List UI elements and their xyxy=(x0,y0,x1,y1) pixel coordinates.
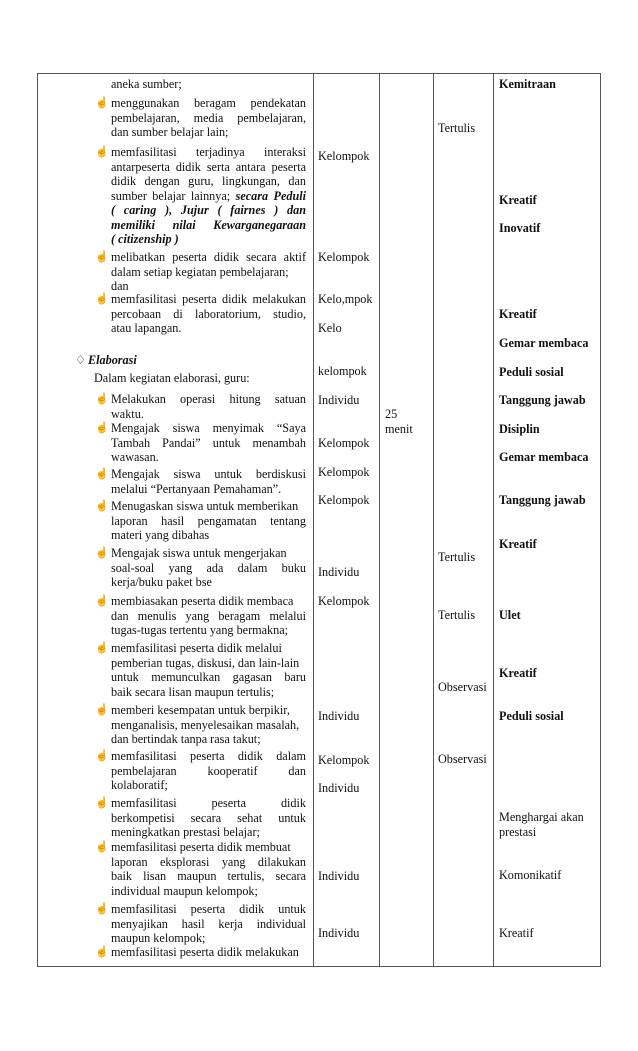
group-cell: Kelompok xyxy=(318,436,370,450)
time-value: 25 xyxy=(385,407,398,421)
character-cell: Menghargai akan xyxy=(499,810,584,824)
character-cell: Kreatif xyxy=(499,926,534,940)
pointing-hand-icon: ☝ xyxy=(95,595,109,607)
assessment-cell: Observasi xyxy=(438,752,487,766)
assessment-cell: Tertulis xyxy=(438,608,476,622)
group-cell: Kelompok xyxy=(318,465,370,479)
group-cell: Individu xyxy=(318,709,360,723)
list-item: menggunakan beragam pendekatan pembelajaran, media pembelajaran, dan sumber belajar lain; xyxy=(111,96,306,139)
pointing-hand-icon: ☝ xyxy=(95,251,109,263)
pointing-hand-icon: ☝ xyxy=(95,642,109,654)
group-cell: Individu xyxy=(318,869,360,883)
pointing-hand-icon: ☝ xyxy=(95,146,109,158)
pointing-hand-icon: ☝ xyxy=(95,903,109,915)
character-cell: Kreatif xyxy=(499,307,537,321)
character-cell: Kreatif xyxy=(499,193,537,207)
character-cell: Tanggung jawab xyxy=(499,393,586,407)
list-item: Melakukan operasi hitung satuan waktu. xyxy=(111,392,306,421)
group-cell: Individu xyxy=(318,393,360,407)
character-cell: Tanggung jawab xyxy=(499,493,586,507)
pointing-hand-icon: ☝ xyxy=(95,704,109,716)
section-intro: Dalam kegiatan elaborasi, guru: xyxy=(94,371,250,385)
list-item: Mengajak siswa untuk mengerjakan soal-soal yang ada dalam buku kerja/buku paket bse xyxy=(111,546,306,589)
group-cell: Kelompok xyxy=(318,250,370,264)
list-item: melibatkan peserta didik secara aktif dalam setiap kegiatan pembelajaran; dan xyxy=(111,250,306,293)
character-cell: Peduli sosial xyxy=(499,709,564,723)
list-item: memfasilitasi peserta didik melakukan xyxy=(111,945,299,959)
group-cell: Individu xyxy=(318,565,360,579)
character-cell: Disiplin xyxy=(499,422,540,436)
section-heading: Elaborasi xyxy=(88,353,137,367)
column-divider xyxy=(379,73,380,967)
list-item: Mengajak siswa menyimak “Saya Tambah Pandai” untuk menambah wawasan. xyxy=(111,421,306,464)
list-item: memfasilitasi peserta didik dalam pembelajaran kooperatif dan kolaboratif; xyxy=(111,749,306,792)
group-cell: Kelo xyxy=(318,321,342,335)
list-item: membiasakan peserta didik membaca dan menulis yang beragam melalui tugas-tugas tertentu yang bermakna; xyxy=(111,594,306,637)
pointing-hand-icon: ☝ xyxy=(95,797,109,809)
character-cell: prestasi xyxy=(499,825,537,839)
pointing-hand-icon: ☝ xyxy=(95,97,109,109)
list-item: memfasilitasi peserta didik membuat laporan eksplorasi yang dilakukan baik lisan maupun tertulis, secara individual maupun kelompok; xyxy=(111,840,306,898)
character-cell: Kreatif xyxy=(499,537,537,551)
list-item: Mengajak siswa untuk berdiskusi melalui “Pertanyaan Pemahaman”. xyxy=(111,467,306,496)
group-cell: kelompok xyxy=(318,364,367,378)
column-divider xyxy=(493,73,494,967)
list-item: memberi kesempatan untuk berpikir, menganalisis, menyelesaikan masalah, dan bertindak tanpa rasa takut; xyxy=(111,703,300,746)
group-cell: Individu xyxy=(318,926,360,940)
diamond-icon: ♢ xyxy=(75,353,86,367)
pointing-hand-icon: ☝ xyxy=(95,393,109,405)
pointing-hand-icon: ☝ xyxy=(95,422,109,434)
assessment-cell: Observasi xyxy=(438,680,487,694)
group-cell: Kelompok xyxy=(318,594,370,608)
list-item: memfasilitasi peserta didik melalui pemberian tugas, diskusi, dan lain-lain untuk memunculkan gagasan baru baik secara lisan maupun tertulis; xyxy=(111,641,306,699)
list-item: memfasilitasi terjadinya interaksi antarpeserta didik serta antara peserta didik dengan guru, lingkungan, dan sumber belajar lainnya; secara Peduli ( caring ), Jujur ( fairnes ) dan memiliki nilai Kewarganegaraan ( citizenship ) xyxy=(111,145,306,246)
pointing-hand-icon: ☝ xyxy=(95,547,109,559)
character-cell: Gemar membaca xyxy=(499,336,589,350)
time-unit: menit xyxy=(385,422,413,436)
group-cell: Kelompok xyxy=(318,753,370,767)
group-cell: Kelompok xyxy=(318,149,370,163)
character-cell: Peduli sosial xyxy=(499,365,564,379)
pointing-hand-icon: ☝ xyxy=(95,841,109,853)
pointing-hand-icon: ☝ xyxy=(95,500,109,512)
group-cell: Kelompok xyxy=(318,493,370,507)
pointing-hand-icon: ☝ xyxy=(95,293,109,305)
list-item: memfasilitasi peserta didik melakukan percobaan di laboratorium, studio, atau lapangan. xyxy=(111,292,306,335)
list-item: memfasilitasi peserta didik untuk menyajikan hasil kerja individual maupun kelompok; xyxy=(111,902,306,945)
column-divider xyxy=(313,73,314,967)
pointing-hand-icon: ☝ xyxy=(95,468,109,480)
character-cell: Komonikatif xyxy=(499,868,562,882)
group-cell: Individu xyxy=(318,781,360,795)
list-item: memfasilitasi peserta didik berkompetisi secara sehat untuk meningkatkan prestasi belajar; xyxy=(111,796,306,839)
assessment-cell: Tertulis xyxy=(438,550,476,564)
assessment-cell: Tertulis xyxy=(438,121,476,135)
continued-text: aneka sumber; xyxy=(111,77,182,91)
list-item: Menugaskan siswa untuk memberikan laporan hasil pengamatan tentang materi yang dibahas xyxy=(111,499,306,542)
character-cell: Inovatif xyxy=(499,221,541,235)
character-cell: Kemitraan xyxy=(499,77,556,91)
character-cell: Kreatif xyxy=(499,666,537,680)
character-cell: Ulet xyxy=(499,608,521,622)
pointing-hand-icon: ☝ xyxy=(95,946,109,958)
character-cell: Gemar membaca xyxy=(499,450,589,464)
group-cell: Kelo,mpok xyxy=(318,292,373,306)
column-divider xyxy=(433,73,434,967)
pointing-hand-icon: ☝ xyxy=(95,750,109,762)
